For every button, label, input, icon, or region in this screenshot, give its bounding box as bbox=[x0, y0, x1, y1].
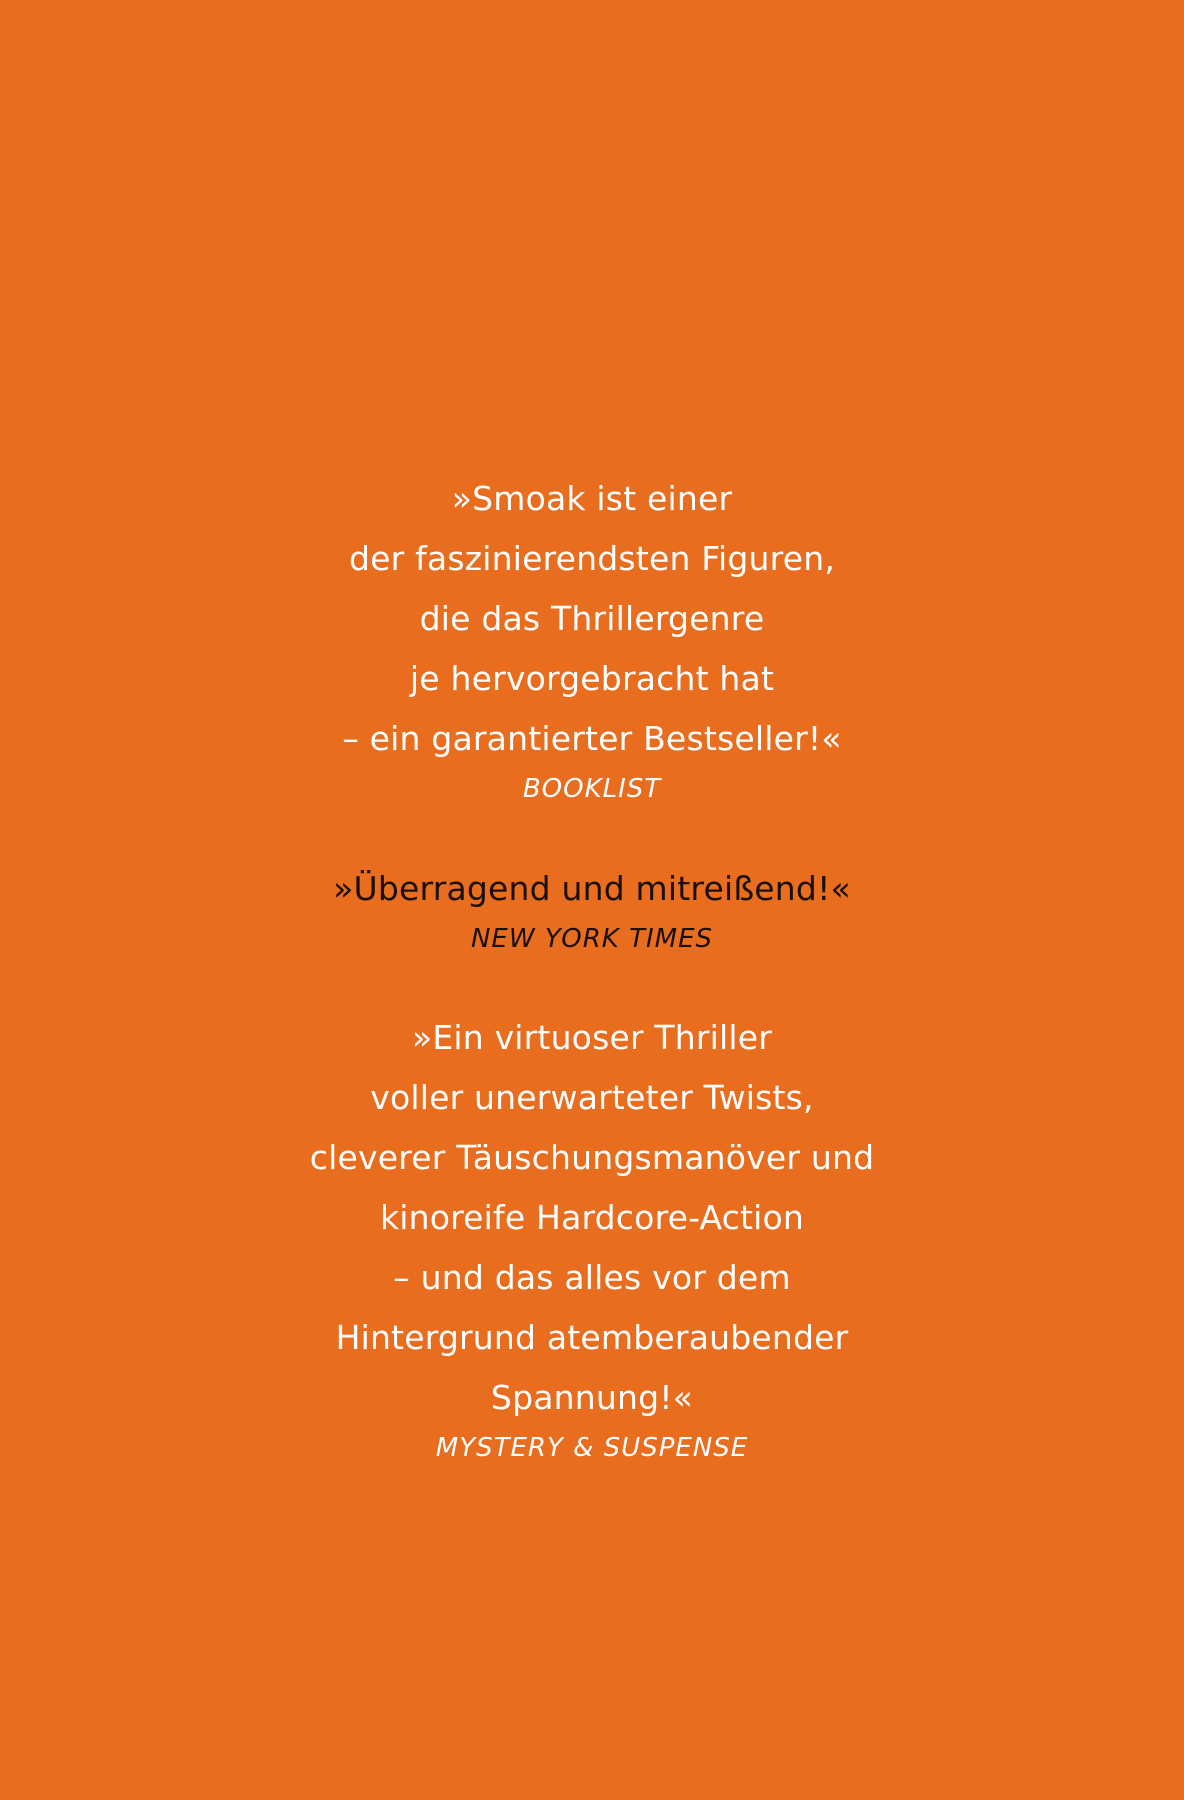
quote-new-york-times bbox=[0, 859, 1184, 959]
quote-line: – ein garantierter Bestseller!« bbox=[342, 719, 842, 758]
quote-line: die das Thrillergenre bbox=[419, 599, 765, 638]
quote-source: BOOKLIST bbox=[522, 774, 662, 804]
quote-line: »Smoak ist einer bbox=[451, 479, 733, 518]
quote-mystery-suspense bbox=[0, 1008, 1184, 1468]
quote-source: NEW YORK TIMES bbox=[470, 924, 714, 954]
quote-line: Spannung!« bbox=[490, 1378, 694, 1417]
quote-line: Hintergrund atemberaubender bbox=[335, 1318, 849, 1357]
quote-source: MYSTERY & SUSPENSE bbox=[435, 1433, 749, 1463]
quote-line: cleverer Täuschungsmanöver und bbox=[309, 1138, 875, 1177]
quote-line: – und das alles vor dem bbox=[393, 1258, 791, 1297]
quote-line: voller unerwarteter Twists, bbox=[370, 1078, 814, 1117]
quote-line: je hervorgebracht hat bbox=[409, 659, 775, 698]
quote-booklist bbox=[0, 469, 1184, 809]
quote-line: »Ein virtuoser Thriller bbox=[411, 1018, 773, 1057]
quote-line: »Überragend und mitreißend!« bbox=[333, 869, 851, 908]
quote-line: kinoreife Hardcore-Action bbox=[379, 1198, 805, 1237]
quote-line: der faszinierendsten Figuren, bbox=[348, 539, 836, 578]
